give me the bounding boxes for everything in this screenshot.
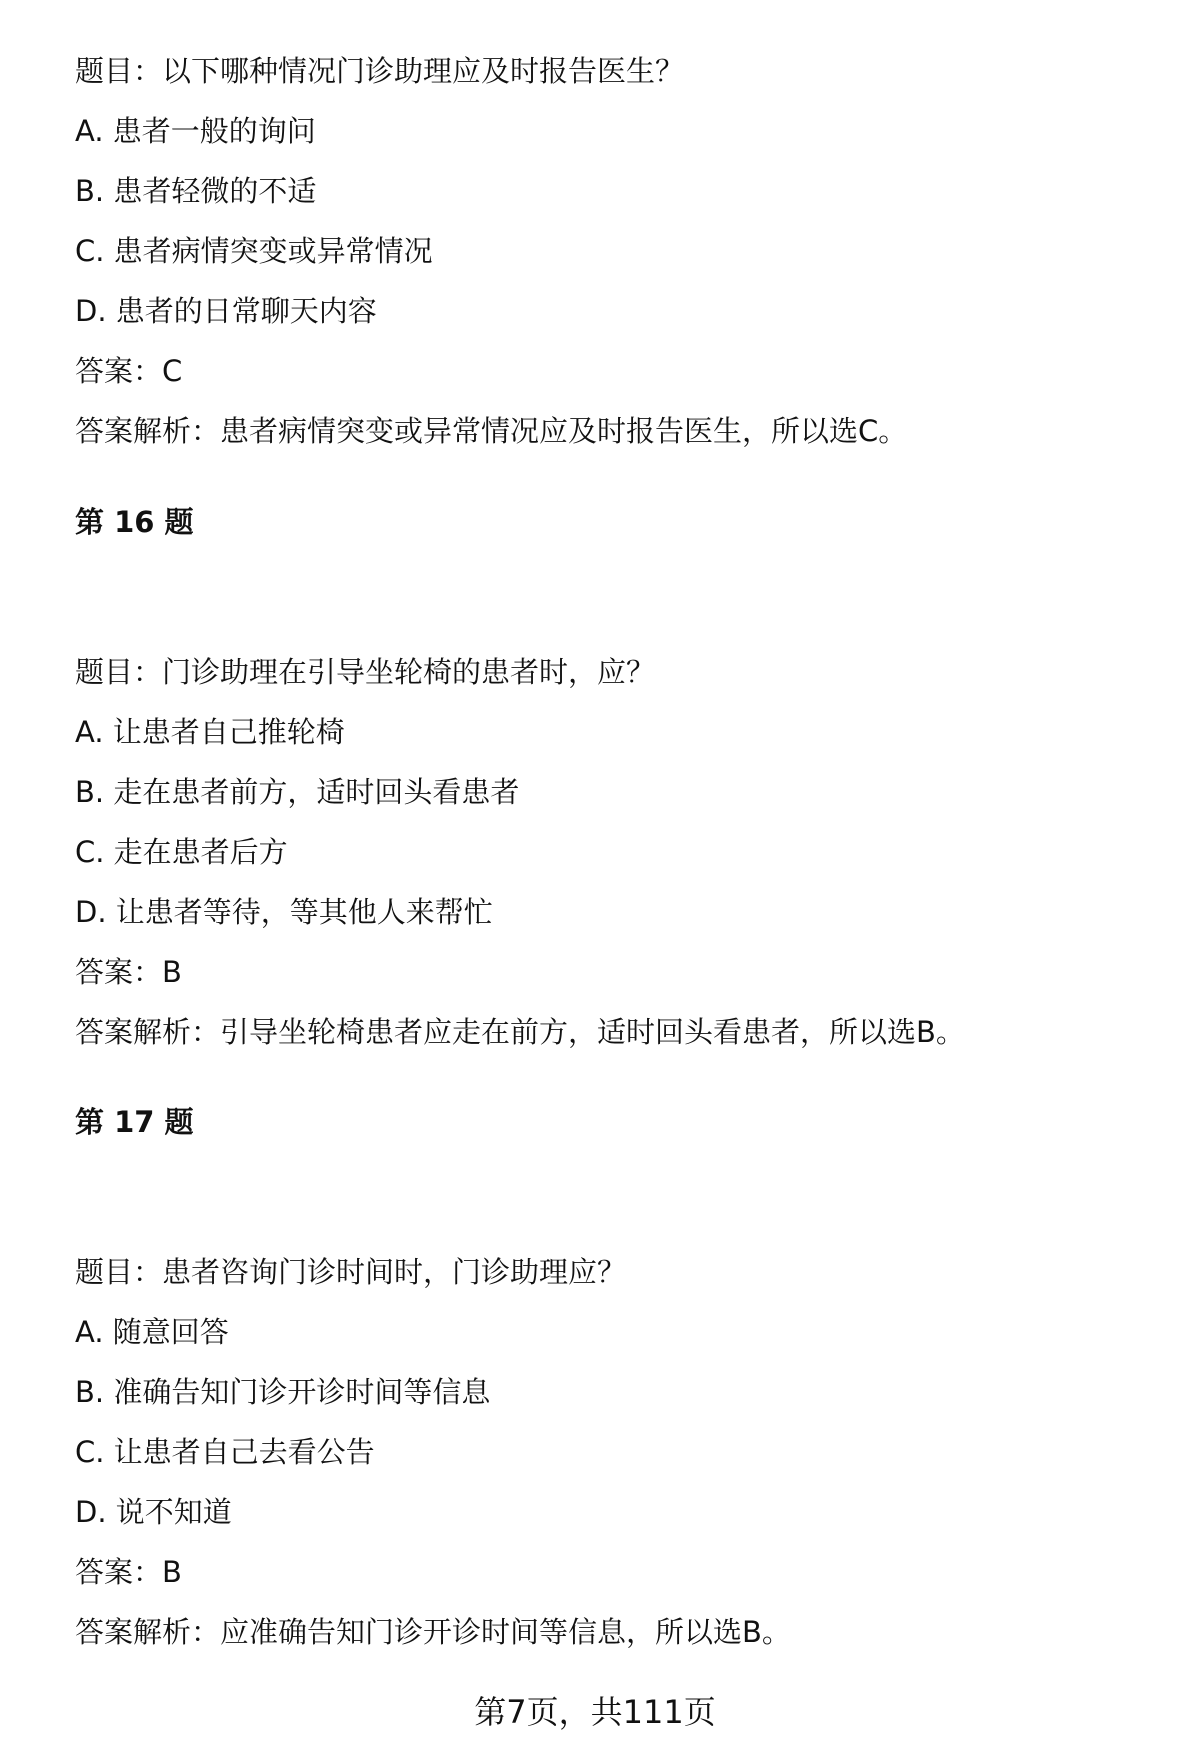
option-a: A. 患者一般的询问 <box>75 114 316 148</box>
question-heading: 第 16 题 <box>75 505 194 539</box>
option-d: D. 说不知道 <box>75 1495 232 1529</box>
answer-explanation: 答案解析：引导坐轮椅患者应走在前方，适时回头看患者，所以选B。 <box>75 1015 965 1049</box>
option-c: C. 走在患者后方 <box>75 835 288 869</box>
page-footer: 第7页，共111页 <box>474 1693 716 1731</box>
answer-explanation: 答案解析：应准确告知门诊开诊时间等信息，所以选B。 <box>75 1615 791 1649</box>
answer-text: 答案：B <box>75 955 182 989</box>
answer-explanation: 答案解析：患者病情突变或异常情况应及时报告医生，所以选C。 <box>75 414 908 448</box>
question-heading: 第 17 题 <box>75 1105 194 1139</box>
option-c: C. 患者病情突变或异常情况 <box>75 234 433 268</box>
question-text: 题目：门诊助理在引导坐轮椅的患者时，应？ <box>75 655 656 689</box>
option-d: D. 让患者等待，等其他人来帮忙 <box>75 895 493 929</box>
option-b: B. 走在患者前方，适时回头看患者 <box>75 775 520 809</box>
option-d: D. 患者的日常聊天内容 <box>75 294 377 328</box>
option-a: A. 让患者自己推轮椅 <box>75 715 345 749</box>
option-a: A. 随意回答 <box>75 1315 229 1349</box>
question-text: 题目：患者咨询门诊时间时，门诊助理应？ <box>75 1255 627 1289</box>
option-c: C. 让患者自己去看公告 <box>75 1435 375 1469</box>
option-b: B. 准确告知门诊开诊时间等信息 <box>75 1375 491 1409</box>
answer-text: 答案：B <box>75 1555 182 1589</box>
answer-text: 答案：C <box>75 354 183 388</box>
question-text: 题目：以下哪种情况门诊助理应及时报告医生？ <box>75 54 685 88</box>
option-b: B. 患者轻微的不适 <box>75 174 317 208</box>
